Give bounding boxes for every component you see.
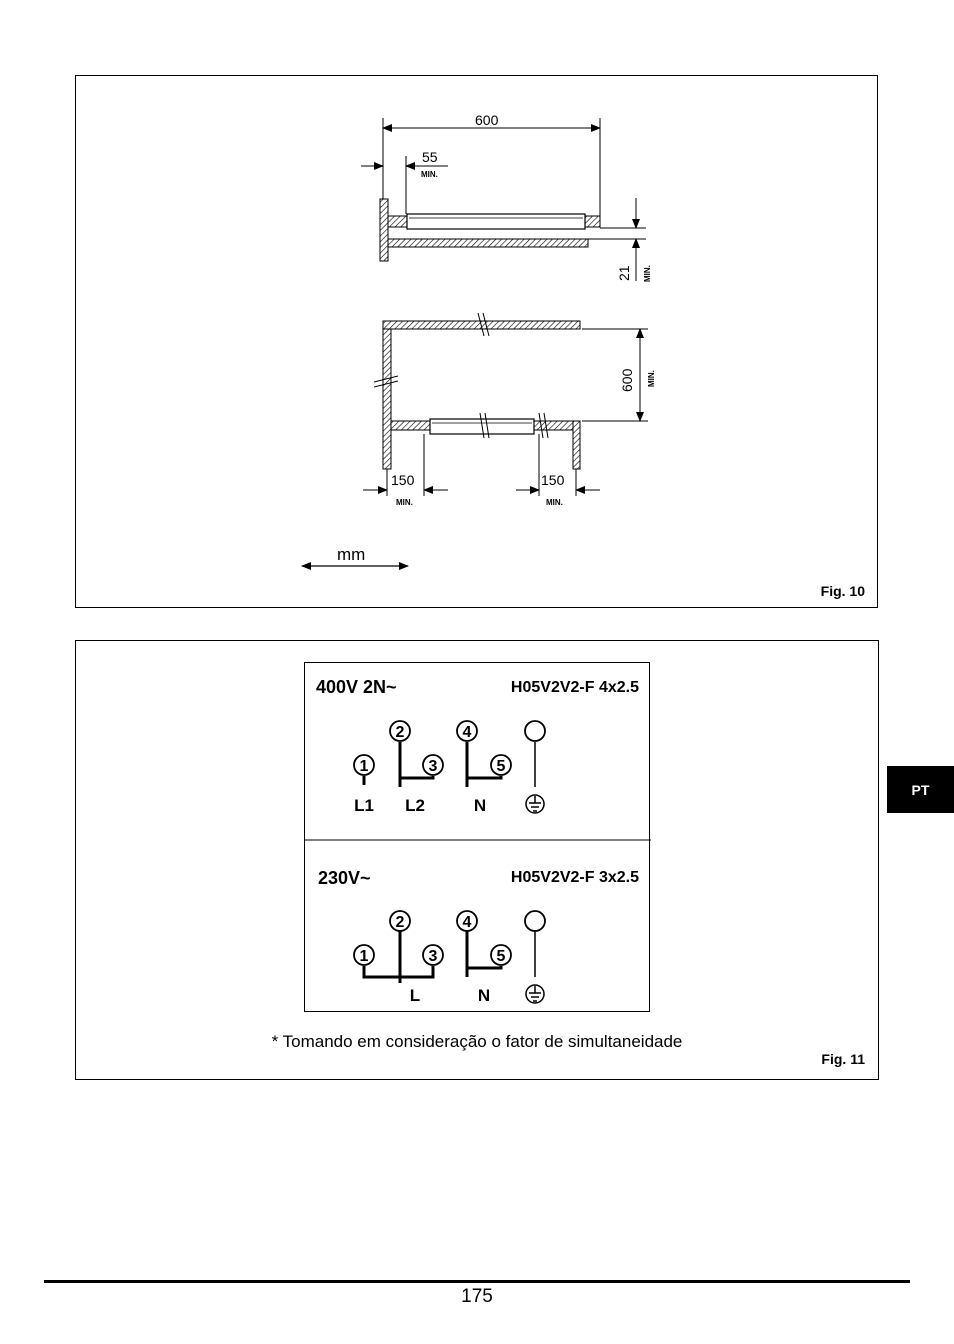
terminal-block-diagrams [305, 663, 651, 1013]
min-label: MIN. [643, 265, 652, 282]
terminal-block-230v [354, 911, 545, 1005]
terminal-number: 2 [395, 914, 405, 931]
min-label: MIN. [647, 370, 656, 387]
min-label: MIN. [421, 170, 438, 179]
voltage-230v: 230V~ [318, 868, 371, 888]
earth-terminal [525, 721, 545, 741]
terminal-number: 3 [428, 948, 438, 965]
earth-terminal [525, 911, 545, 931]
line-label-l1: L1 [354, 796, 374, 815]
terminal-number: 5 [496, 948, 506, 965]
dim-offset-55: 55 [422, 149, 438, 165]
figure-10-label: Fig. 10 [820, 583, 865, 599]
figure-11-label: Fig. 11 [821, 1051, 865, 1067]
terminal-number: 1 [359, 758, 369, 775]
neutral-label: N [473, 796, 487, 815]
terminal-number: 1 [359, 948, 369, 965]
dim-height-600: 600 [619, 368, 635, 392]
figure-10-panel [75, 75, 878, 608]
wiring-diagram-box [304, 662, 650, 1012]
line-label-l: L [409, 986, 421, 1005]
figure-11-panel [75, 640, 879, 1080]
terminal-number: 5 [496, 758, 506, 775]
dim-side-right-150: 150 [541, 472, 565, 488]
terminal-number: 2 [395, 724, 405, 741]
installation-dimensions-drawing [76, 76, 879, 609]
line-label-l2: L2 [405, 796, 425, 815]
terminal-number: 4 [462, 914, 472, 931]
page-number: 175 [461, 1286, 493, 1307]
footer-rule [44, 1280, 910, 1283]
language-tab: PT [887, 766, 954, 813]
simultaneity-footnote: * Tomando em consideração o fator de simultaneidade [271, 1032, 683, 1051]
neutral-label: N [477, 986, 491, 1005]
terminal-number: 3 [428, 758, 438, 775]
cable-spec-4x2-5: H05V2V2-F 4x2.5 [510, 679, 639, 696]
top-section-view [361, 112, 652, 282]
terminal-number: 4 [462, 724, 472, 741]
dim-width-600: 600 [475, 112, 499, 128]
voltage-400v: 400V 2N~ [316, 677, 397, 697]
units-label: mm [337, 545, 366, 564]
terminal-block-400v [354, 721, 545, 815]
min-label: MIN. [396, 498, 413, 507]
dim-side-left-150: 150 [391, 472, 415, 488]
earth-ground-icon [526, 795, 544, 813]
front-section-view [363, 313, 656, 507]
dim-depth-21: 21 [616, 265, 632, 281]
earth-ground-icon [526, 985, 544, 1003]
min-label: MIN. [546, 498, 563, 507]
cable-spec-3x2-5: H05V2V2-F 3x2.5 [510, 869, 639, 886]
units-indicator [302, 545, 408, 566]
